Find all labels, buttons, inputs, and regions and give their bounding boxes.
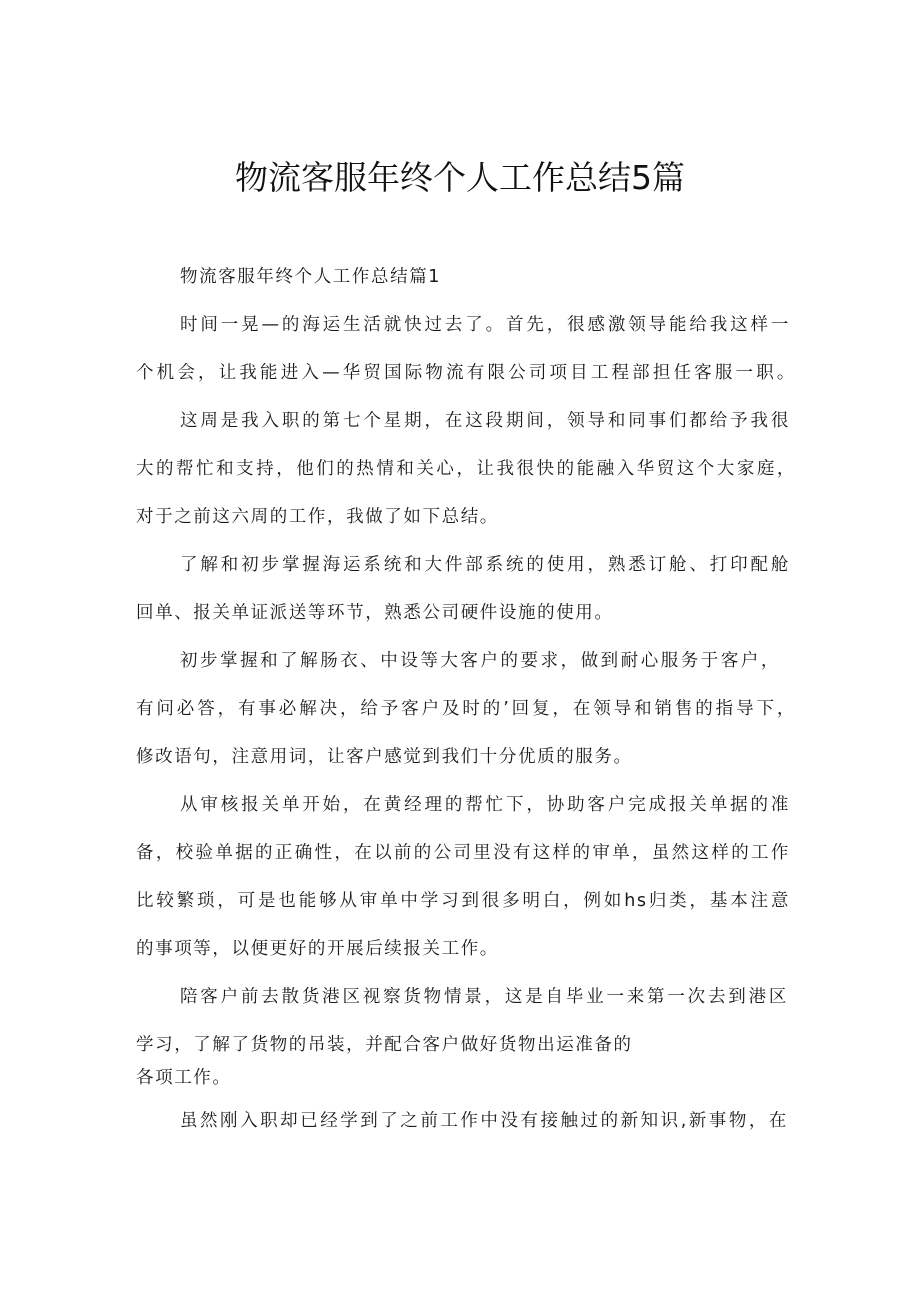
paragraph-line: 从审核报关单开始，在黄经理的帮忙下，协助客户完成报关单据的准 [180,795,790,815]
paragraph-line: 陪客户前去散货港区视察货物情景，这是自毕业一来第一次去到港区 [180,987,788,1007]
section-heading: 物流客服年终个人工作总结篇1 [180,267,442,287]
paragraph-line: 虽然刚入职却已经学到了之前工作中没有接触过的新知识,新事物，在 [180,1111,788,1131]
paragraph-line: 个机会，让我能进入—华贸国际物流有限公司项目工程部担任客服一职。 [136,363,796,383]
paragraph-line: 时间一晃—的海运生活就快过去了。首先，很感激领导能给我这样一 [180,315,790,335]
paragraph-line: 初步掌握和了解肠衣、中设等大客户的要求，做到耐心服务于客户， [180,651,780,671]
paragraph-line: 的事项等，以便更好的开展后续报关工作。 [136,939,499,959]
paragraph-line: 修改语句，注意用词，让客户感觉到我们十分优质的服务。 [136,747,633,767]
paragraph-line: 大的帮忙和支持，他们的热情和关心，让我很快的能融入华贸这个大家庭， [136,459,796,479]
paragraph-line: 这周是我入职的第七个星期，在这段期间，领导和同事们都给予我很 [180,411,790,431]
paragraph-line: 对于之前这六周的工作，我做了如下总结。 [136,507,499,527]
paragraph-line: 学习，了解了货物的吊装，并配合客户做好货物出运准备的 [136,1035,633,1055]
paragraph-line: 有问必答，有事必解决，给予客户及时的’回复，在领导和销售的指导下， [136,699,796,719]
document-title: 物流客服年终个人工作总结5篇 [235,158,685,197]
paragraph-line: 回单、报关单证派送等环节，熟悉公司硬件设施的使用。 [136,603,614,623]
paragraph-line: 比较繁琐，可是也能够从审单中学习到很多明白，例如hs归类，基本注意 [136,891,790,911]
paragraph-line: 了解和初步掌握海运系统和大件部系统的使用，熟悉订舱、打印配舱 [180,555,790,575]
paragraph-line: 备，校验单据的正确性，在以前的公司里没有这样的审单，虽然这样的工作 [136,843,790,863]
paragraph-line: 各项工作。 [136,1068,232,1088]
